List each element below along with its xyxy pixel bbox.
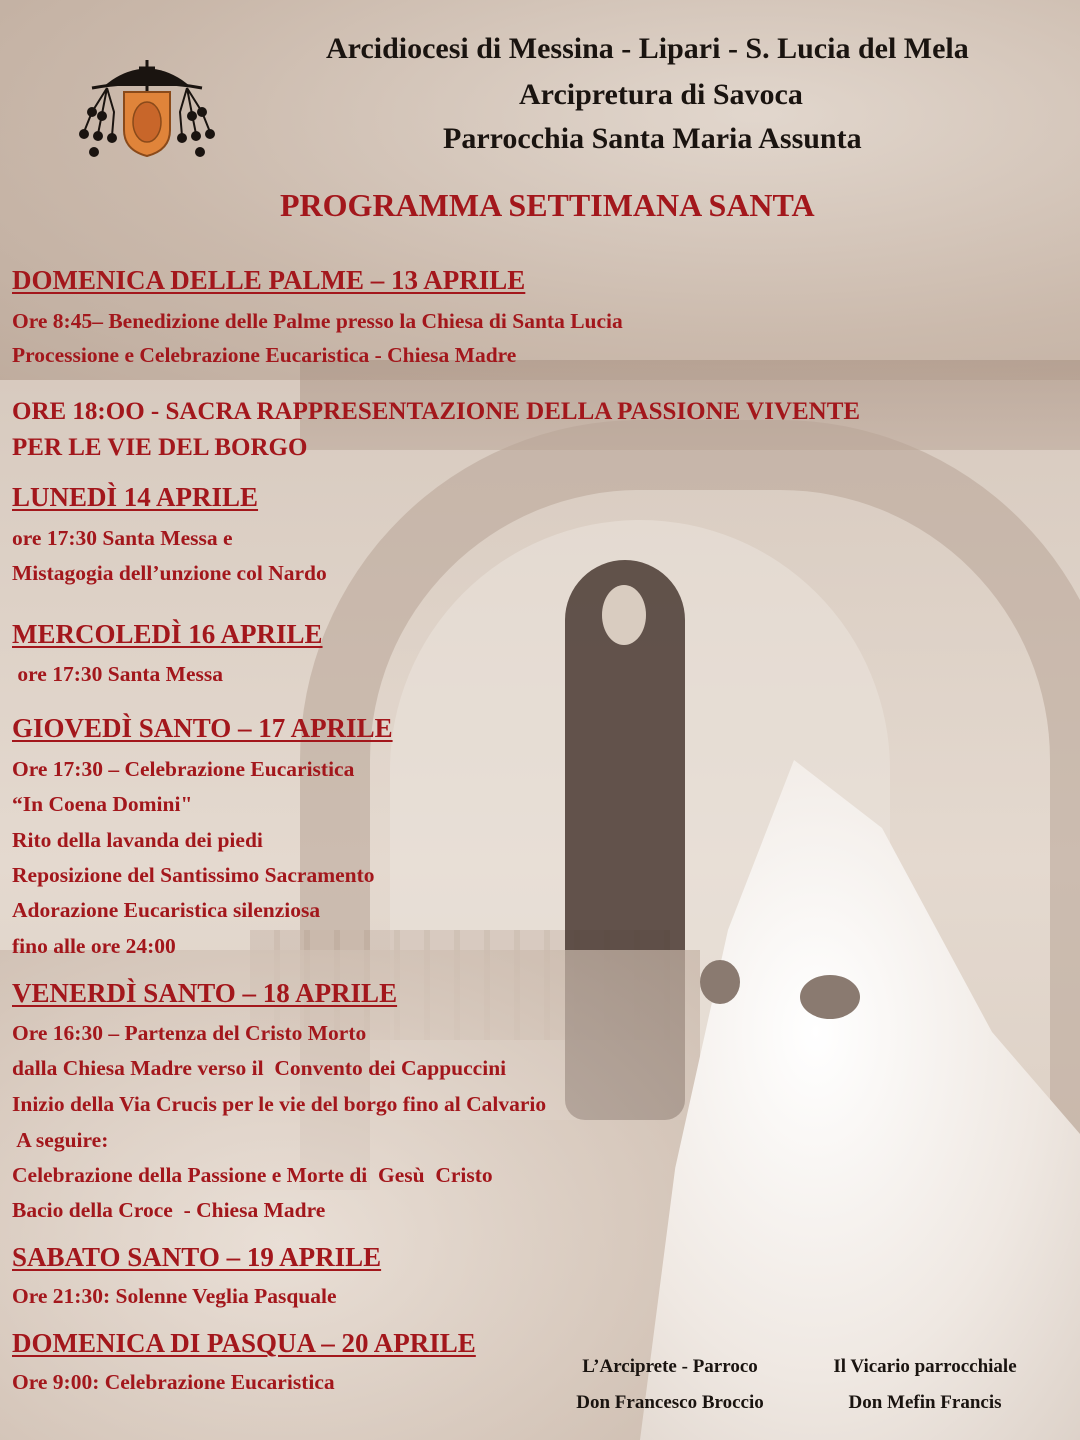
- hood-eye-hole: [700, 960, 740, 1004]
- schedule-line: fino alle ore 24:00: [12, 934, 176, 958]
- schedule-line: ore 17:30 Santa Messa: [12, 662, 224, 686]
- signature-name-archpriest: Don Francesco Broccio: [576, 1392, 764, 1413]
- section-heading-holy-saturday: SABATO SANTO – 19 APRILE: [12, 1242, 382, 1272]
- archpriesthood-name: Arcipretura di Savoca: [519, 78, 803, 111]
- section-heading-monday: LUNEDÌ 14 APRILE: [12, 482, 259, 512]
- schedule-line: Ore 8:45– Benedizione delle Palme presso la Chiesa di Santa Lucia: [12, 309, 623, 333]
- schedule-line: A seguire:: [12, 1128, 109, 1152]
- schedule-line: Ore 17:30 – Celebrazione Eucaristica: [12, 757, 355, 781]
- schedule-line: “In Coena Domini": [12, 792, 193, 816]
- schedule-line: Ore 16:30 – Partenza del Cristo Morto: [12, 1021, 367, 1045]
- schedule-line: Processione e Celebrazione Eucaristica - Chiesa Madre: [12, 343, 517, 367]
- archbishop-coat-of-arms-icon: [72, 52, 222, 162]
- schedule-line: ore 17:30 Santa Messa e: [12, 526, 233, 550]
- section-heading-easter-sunday: DOMENICA DI PASQUA – 20 APRILE: [12, 1328, 476, 1358]
- page-title: PROGRAMMA SETTIMANA SANTA: [280, 187, 815, 223]
- section-heading-holy-thursday: GIOVEDÌ SANTO – 17 APRILE: [12, 713, 393, 743]
- schedule-line: Inizio della Via Crucis per le vie del borgo fino al Calvario: [12, 1092, 547, 1116]
- schedule-line: Rito della lavanda dei piedi: [12, 828, 263, 852]
- schedule-line: ORE 18:OO - SACRA RAPPRESENTAZIONE DELLA PASSIONE VIVENTE: [12, 398, 861, 425]
- signature-name-vicar: Don Mefin Francis: [848, 1392, 1002, 1413]
- schedule-line: Mistagogia dell’unzione col Nardo: [12, 561, 327, 585]
- schedule-line: Ore 9:00: Celebrazione Eucaristica: [12, 1370, 335, 1394]
- section-heading-palm-sunday: DOMENICA DELLE PALME – 13 APRILE: [12, 265, 526, 295]
- schedule-line: Ore 21:30: Solenne Veglia Pasquale: [12, 1284, 337, 1308]
- madonna-face: [602, 585, 646, 645]
- schedule-line: Adorazione Eucaristica silenziosa: [12, 898, 321, 922]
- section-heading-wednesday: MERCOLEDÌ 16 APRILE: [12, 619, 323, 649]
- schedule-line: dalla Chiesa Madre verso il Convento dei Cappuccini: [12, 1056, 507, 1080]
- signature-role-archpriest: L’Arciprete - Parroco: [582, 1356, 758, 1377]
- parish-name: Parrocchia Santa Maria Assunta: [443, 122, 862, 155]
- schedule-line: PER LE VIE DEL BORGO: [12, 434, 308, 461]
- section-heading-good-friday: VENERDÌ SANTO – 18 APRILE: [12, 978, 398, 1008]
- schedule-line: Bacio della Croce - Chiesa Madre: [12, 1198, 326, 1222]
- schedule-line: Celebrazione della Passione e Morte di Gesù Cristo: [12, 1163, 493, 1187]
- hood-eye-hole: [800, 975, 860, 1019]
- schedule-line: Reposizione del Santissimo Sacramento: [12, 863, 375, 887]
- archdiocese-name: Arcidiocesi di Messina - Lipari - S. Lucia del Mela: [326, 32, 969, 65]
- signature-role-vicar: Il Vicario parrocchiale: [833, 1356, 1017, 1377]
